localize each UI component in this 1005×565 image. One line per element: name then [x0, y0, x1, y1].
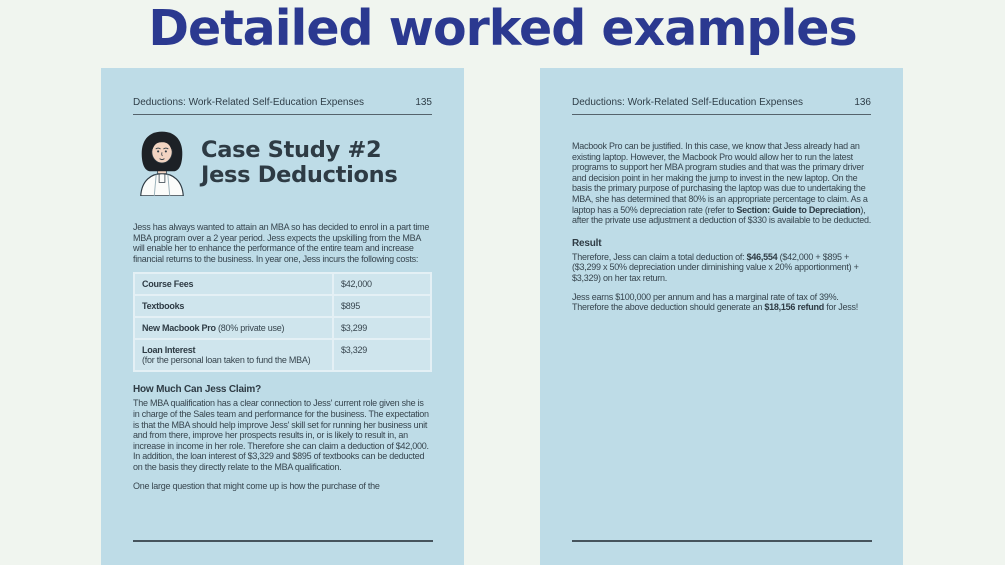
costs-table [133, 272, 432, 372]
page-footer-rule [133, 540, 433, 542]
claim-section-heading: How Much Can Jess Claim? [133, 384, 262, 396]
page-footer-rule [572, 540, 872, 542]
bold-reference: Section: Guide to Depreciation [736, 204, 861, 215]
page-number: 136 [854, 97, 871, 108]
cost-item-cell [134, 273, 333, 295]
paragraph-text: Therefore, Jess can claim a total deduction of: [572, 251, 747, 262]
claim-paragraph-2: One large question that might come up is how the purchase of the [133, 480, 380, 491]
cost-value-cell: $3,299 [333, 317, 431, 339]
page-header [572, 97, 871, 115]
cost-value-cell: $895 [333, 295, 431, 317]
case-study-header [133, 130, 432, 196]
paragraph-text: for Jess! [823, 302, 858, 313]
table-row [134, 317, 431, 339]
document-page-135 [101, 68, 464, 565]
slide-title: Detailed worked examples [148, 0, 857, 57]
table-row [134, 295, 431, 317]
paragraph-text: Macbook Pro can be justified. In this case, we know that Jess already had an existing laptop. However, the Macbook Pro would allow her to run the latest programs to support her MBA program studies and that was the primary driver and decision point in her making the jump to invest in the new laptop. On the basis the primary purpose of purchasing the laptop was due to undertaking the MBA, she has determined that 80% is an appropriate percentage to claim. As a laptop has a 50% depreciation rate (refer to [572, 141, 868, 215]
table-row [134, 273, 431, 295]
result-section-heading: Result [572, 237, 602, 249]
document-page-136 [540, 68, 903, 565]
cost-item-cell [134, 295, 333, 317]
page-header-title: Deductions: Work-Related Self-Education Expenses [133, 97, 365, 108]
claim-paragraph: The MBA qualification has a clear connection to Jess' current role given she is in charge of the Sales team and performance for the business. The expectation is that the MBA should help improve Jess' skill set for running her business unit and from there, improve her prospects results in, or is likely to result in, an increase in income in her role. Therefore she can claim a deduction of $42,000. In addition, the loan interest of $3,329 and $895 of textbooks can be deducted on the basis they directly relate to the MBA qualification. [133, 398, 429, 472]
paragraph-text: Jess earns $100,000 per annum and has a marginal rate of tax of 39%. Therefore the above deduction should generate an [572, 291, 839, 313]
refund-paragraph [572, 292, 871, 313]
case-study-title-line1: Case Study #2 [201, 137, 382, 164]
case-study-title [201, 138, 397, 188]
cost-item-label: Loan Interest [142, 345, 196, 356]
cost-value-cell: $42,000 [333, 273, 431, 295]
page-header [133, 97, 432, 115]
cost-item-label: Course Fees [142, 279, 194, 290]
total-deduction-amount: $46,554 [746, 251, 778, 262]
woman-avatar-icon [133, 130, 191, 196]
page-header-title: Deductions: Work-Related Self-Education Expenses [572, 97, 804, 108]
cost-item-cell [134, 339, 333, 371]
paragraph-text: ($42,000 + $895 + ($3,299 x 50% depreciation under diminishing value x 20% apportionment) + $3,329) on her tax return. [572, 251, 859, 283]
intro-paragraph: Jess has always wanted to attain an MBA so has decided to enrol in a part time MBA program over a 2 year period. Jess expects the upskilling from the MBA will enable her to enhance the performance of the entire team and increase financial returns to the business. In year one, Jess incurs the following costs: [133, 222, 430, 264]
case-study-title-line2: Jess Deductions [201, 162, 398, 188]
cost-value-cell: $3,329 [333, 339, 431, 371]
cost-item-note: (for the personal loan taken to fund the MBA) [142, 355, 311, 366]
cost-item-note: (80% private use) [215, 323, 285, 334]
cost-item-label: Textbooks [142, 301, 185, 312]
result-paragraph [572, 252, 871, 284]
cost-item-label: New Macbook Pro [142, 323, 216, 334]
refund-amount: $18,156 refund [764, 302, 824, 313]
page-number: 135 [415, 97, 432, 108]
paragraph-text: ), after the private use adjustment a deduction of $330 is available to be deducted. [572, 204, 871, 226]
cost-item-cell [134, 317, 333, 339]
macbook-paragraph [572, 141, 871, 226]
table-row [134, 339, 431, 371]
